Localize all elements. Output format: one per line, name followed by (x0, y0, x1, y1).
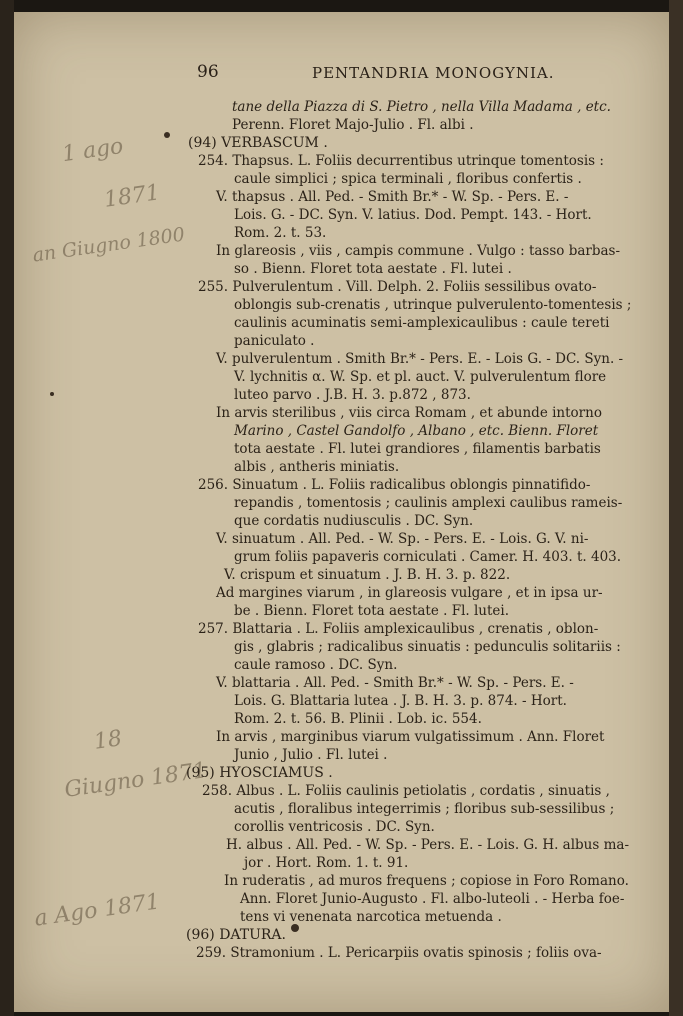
text-line: Lois. G. Blattaria lutea . J. B. H. 3. p. 874. - Hort. (234, 693, 567, 709)
genus-heading: (95) HYOSCIAMUS . (186, 765, 333, 781)
habitat-line: In glareosis , viis , campis commune . Vulgo : tasso barbas- (216, 243, 621, 259)
text-line: Perenn. Floret Majo-Julio . Fl. albi . (232, 117, 474, 133)
text-line: luteo parvo . J.B. H. 3. p.872 , 873. (234, 387, 471, 403)
species-entry: 254. Thapsus. L. Foliis decurrentibus utrinque tomentosis : (198, 153, 604, 169)
synonym-line: V. blattaria . All. Ped. - Smith Br.* - W. Sp. - Pers. E. - (216, 675, 574, 691)
page-number: 96 (197, 62, 219, 82)
text-line: V. lychnitis α. W. Sp. et pl. auct. V. pulverulentum flore (234, 369, 607, 385)
margin-note: 18 (92, 726, 124, 755)
genus-heading: (96) DATURA. (186, 927, 286, 943)
species-entry: 255. Pulverulentum . Vill. Delph. 2. Foliis sessilibus ovato- (198, 279, 597, 295)
synonym-line: V. sinuatum . All. Ped. - W. Sp. - Pers. E. - Lois. G. V. ni- (216, 531, 589, 547)
species-entry: 259. Stramonium . L. Pericarpiis ovatis spinosis ; foliis ova- (196, 945, 602, 961)
text-line: tane della Piazza di S. Pietro , nella Villa Madama , etc. (232, 99, 611, 115)
text-line: tota aestate . Fl. lutei grandiores , filamentis barbatis (234, 441, 601, 457)
text-line: acutis , floralibus integerrimis ; floribus sub-sessilibus ; (234, 801, 615, 817)
text-line: Rom. 2. t. 53. (234, 225, 327, 241)
habitat-line: In arvis sterilibus , viis circa Romam , et abunde intorno (216, 405, 602, 421)
running-title: PENTANDRIA MONOGYNIA. (312, 64, 555, 82)
synonym-line: V. pulverulentum . Smith Br.* - Pers. E. - Lois G. - DC. Syn. - (216, 351, 624, 367)
species-entry: 258. Albus . L. Foliis caulinis petiolatis , cordatis , sinuatis , (202, 783, 610, 799)
text-line: jor . Hort. Rom. 1. t. 91. (244, 855, 409, 871)
margin-note: Giugno 1871 (62, 758, 209, 803)
text-line: albis , antheris miniatis. (234, 459, 400, 475)
text-line: repandis , tomentosis ; caulinis amplexi caulibus rameis- (234, 495, 623, 511)
text-line: Rom. 2. t. 56. B. Plinii . Lob. ic. 554. (234, 711, 482, 727)
page-header (14, 62, 671, 86)
text-line: grum foliis papaveris corniculati . Camer. H. 403. t. 403. (234, 549, 622, 565)
margin-note: an Giugno 1800 (31, 223, 187, 267)
text-line: gis , glabris ; radicalibus sinuatis : pedunculis solitariis : (234, 639, 621, 655)
left-binding-edge (0, 0, 14, 1016)
ink-spot (164, 132, 170, 138)
text-line: V. crispum et sinuatum . J. B. H. 3. p. 822. (224, 567, 511, 583)
habitat-line: Ad margines viarum , in glareosis vulgare , et in ipsa ur- (216, 585, 603, 601)
text-line: Ann. Floret Junio-Augusto . Fl. albo-luteoli . - Herba foe- (240, 891, 625, 907)
synonym-line: H. albus . All. Ped. - W. Sp. - Pers. E. - Lois. G. H. albus ma- (226, 837, 630, 853)
genus-heading: (94) VERBASCUM . (188, 135, 328, 151)
margin-note: 1 ago (60, 133, 125, 168)
synonym-line: V. thapsus . All. Ped. - Smith Br.* - W. Sp. - Pers. E. - (216, 189, 569, 205)
species-entry: 256. Sinuatum . L. Foliis radicalibus oblongis pinnatifido- (198, 477, 591, 493)
text-line: oblongis sub-crenatis , utrinque pulverulento-tomentesis ; (234, 297, 632, 313)
species-entry: 257. Blattaria . L. Foliis amplexicaulibus , crenatis , oblon- (198, 621, 599, 637)
text-line: que cordatis nudiusculis . DC. Syn. (234, 513, 474, 529)
ink-spot (50, 392, 54, 396)
text-line: caule ramoso . DC. Syn. (234, 657, 398, 673)
text-line: Lois. G. - DC. Syn. V. latius. Dod. Pempt. 143. - Hort. (234, 207, 592, 223)
text-line: so . Bienn. Floret tota aestate . Fl. lutei . (234, 261, 512, 277)
margin-note: a Ago 1871 (32, 889, 162, 932)
text-line: caule simplici ; spica terminali , floribus confertis . (234, 171, 582, 187)
text-line: be . Bienn. Floret tota aestate . Fl. lutei. (234, 603, 510, 619)
habitat-line: In ruderatis , ad muros frequens ; copiose in Foro Romano. (224, 873, 629, 889)
text-line: corollis ventricosis . DC. Syn. (234, 819, 435, 835)
text-line: caulinis acuminatis semi-amplexicaulibus : caule tereti (234, 315, 610, 331)
text-line: Marino , Castel Gandolfo , Albano , etc. Bienn. Floret (234, 423, 599, 439)
book-page (14, 12, 671, 1012)
right-page-edge (669, 0, 683, 1016)
habitat-line: In arvis , marginibus viarum vulgatissimum . Ann. Floret (216, 729, 605, 745)
margin-note: 1871 (102, 180, 162, 213)
text-line: Junio , Julio . Fl. lutei . (234, 747, 388, 763)
text-line: tens vi venenata narcotica metuenda . (240, 909, 502, 925)
text-line: paniculato . (234, 333, 315, 349)
